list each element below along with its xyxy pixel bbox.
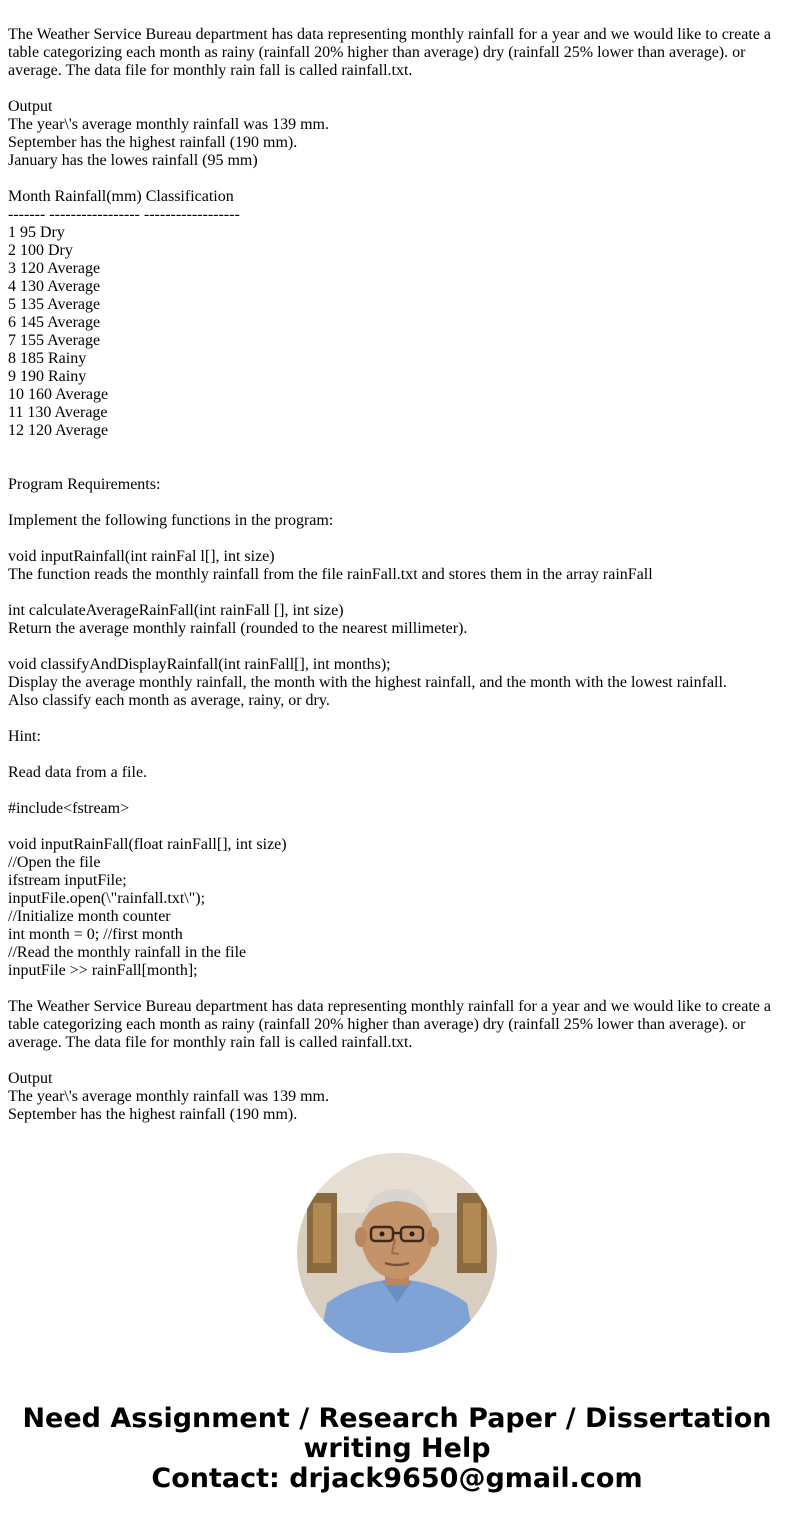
table-row: 4 130 Average (8, 278, 101, 295)
table-row: 11 130 Average (8, 404, 108, 421)
table-row: 8 185 Rainy (8, 350, 87, 367)
hint-text: Read data from a file. (8, 764, 148, 781)
output-line: January has the lowes rainfall (95 mm) (8, 152, 258, 169)
table-row: 7 155 Average (8, 332, 101, 349)
function-description: Return the average monthly rainfall (rounded to the nearest millimeter). (8, 620, 468, 637)
requirements-heading: Program Requirements: (8, 476, 161, 493)
function-description: Display the average monthly rainfall, the month with the highest rainfall, and the month with the lowest rainfall. (8, 674, 727, 691)
author-avatar (297, 1153, 497, 1353)
output-heading: Output (8, 98, 53, 115)
output-line: The year\'s average monthly rainfall was 139 mm. (8, 116, 329, 133)
table-row: 10 160 Average (8, 386, 109, 403)
function-signature: int calculateAverageRainFall(int rainFall [], int size) (8, 602, 344, 619)
avatar-portrait-icon (297, 1153, 497, 1353)
banner-line-2: writing Help (303, 1433, 491, 1464)
table-row: 3 120 Average (8, 260, 101, 277)
banner-contact-line: Contact: drjack9650@gmail.com (151, 1463, 643, 1494)
banner-line-1: Need Assignment / Research Paper / Dissertation (22, 1403, 772, 1434)
function-description: Also classify each month as average, rainy, or dry. (8, 692, 330, 709)
document-body (8, 26, 786, 1124)
table-row: 2 100 Dry (8, 242, 73, 259)
code-line: void inputRainFall(float rainFall[], int size) (8, 836, 287, 853)
output-line: September has the highest rainfall (190 mm). (8, 1106, 298, 1123)
table-row: 5 135 Average (8, 296, 101, 313)
code-line: //Initialize month counter (8, 908, 171, 925)
contact-banner (0, 1404, 794, 1494)
function-signature: void classifyAndDisplayRainfall(int rainFall[], int months); (8, 656, 391, 673)
code-line: //Open the file (8, 854, 101, 871)
code-line: //Read the monthly rainfall in the file (8, 944, 247, 961)
function-description: The function reads the monthly rainfall from the file rainFall.txt and stores them in the array rainFall (8, 566, 653, 583)
output-heading-repeat: Output (8, 1070, 53, 1087)
output-line: The year\'s average monthly rainfall was 139 mm. (8, 1088, 329, 1105)
table-row: 1 95 Dry (8, 224, 65, 241)
include-line: #include<fstream> (8, 800, 130, 817)
table-header: Month Rainfall(mm) Classification (8, 188, 234, 205)
implement-line: Implement the following functions in the program: (8, 512, 334, 529)
intro-paragraph: The Weather Service Bureau department has data representing monthly rainfall for a year and we would like to create a table categorizing each month as rainy (rainfall 20% higher than average) dry (rainfall 25% lower than average). or average. The data file for monthly rain fall is called rainfall.txt. (8, 26, 771, 79)
table-row: 9 190 Rainy (8, 368, 87, 385)
code-line: inputFile >> rainFall[month]; (8, 962, 198, 979)
code-line: ifstream inputFile; (8, 872, 127, 889)
intro-paragraph-repeat: The Weather Service Bureau department has data representing monthly rainfall for a year and we would like to create a table categorizing each month as rainy (rainfall 20% higher than average) dry (rainfall 25% lower than average). or average. The data file for monthly rain fall is called rainfall.txt. (8, 998, 771, 1051)
code-line: inputFile.open(\"rainfall.txt\"); (8, 890, 206, 907)
output-line: September has the highest rainfall (190 mm). (8, 134, 298, 151)
code-line: int month = 0; //first month (8, 926, 183, 943)
table-row: 12 120 Average (8, 422, 109, 439)
function-signature: void inputRainfall(int rainFal l[], int size) (8, 548, 275, 565)
table-rule: ------- ----------------- ------------------ (8, 206, 240, 223)
table-row: 6 145 Average (8, 314, 101, 331)
hint-heading: Hint: (8, 728, 41, 745)
